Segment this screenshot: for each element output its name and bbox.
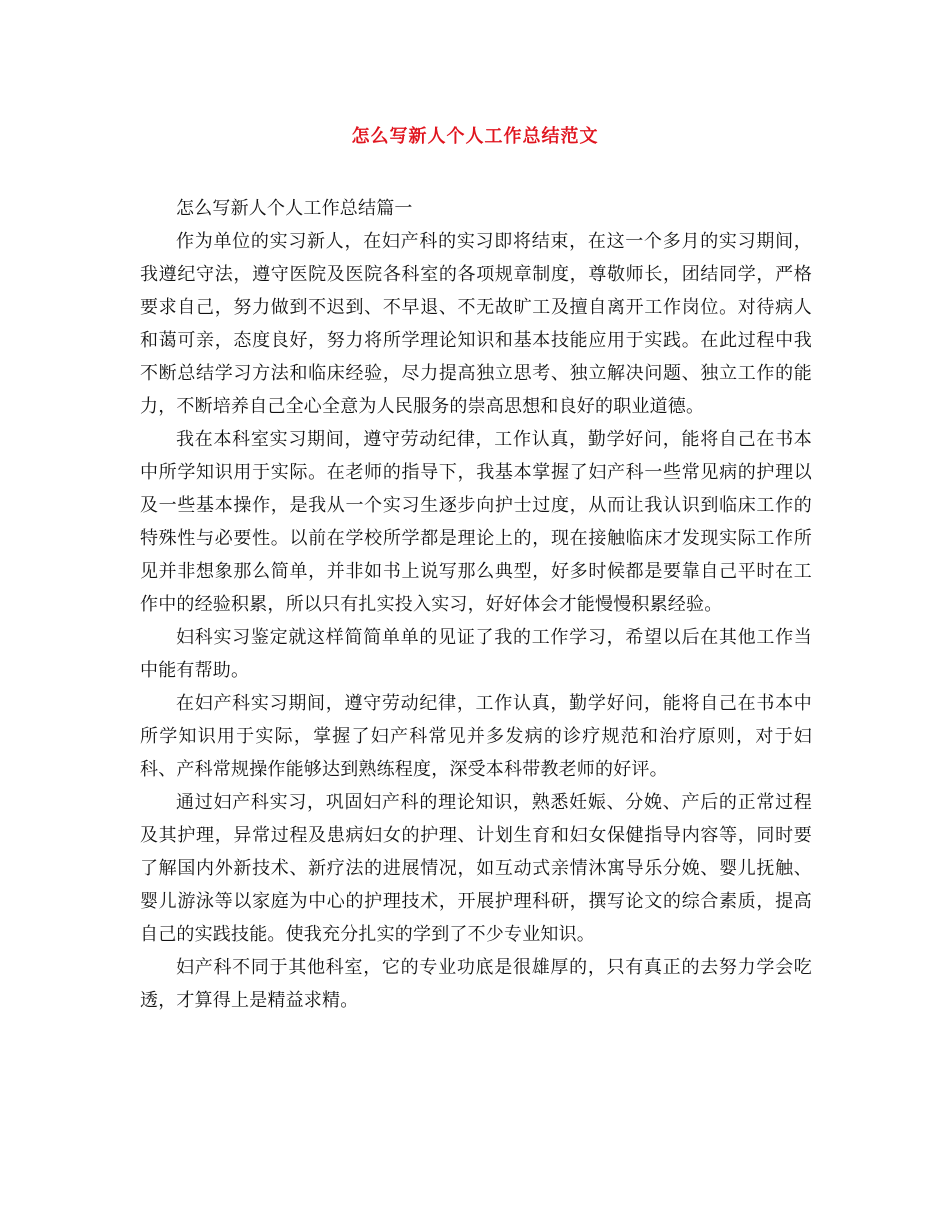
paragraph-4: 在妇产科实习期间，遵守劳动纪律，工作认真，勤学好问，能将自己在书本中所学知识用于实际，掌握了妇产科常见并多发病的诊疗规范和治疗原则，对于妇科、产科常规操作能够达到熟练程度，深受本科带教老师的好评。: [140, 693, 812, 780]
paragraph-2: 我在本科室实习期间，遵守劳动纪律，工作认真，勤学好问，能将自己在书本中所学知识用于实际。在老师的指导下，我基本掌握了妇产科一些常见病的护理以及一些基本操作，是我从一个实习生逐步向护士过度，从而让我认识到临床工作的特殊性与必要性。以前在学校所学都是理论上的，现在接触临床才发现实际工作所见并非想象那么简单，并非如书上说写那么典型，好多时候都是要靠自己平时在工作中的经验积累，所以只有扎实投入实习，好好体会才能慢慢积累经验。: [140, 429, 812, 615]
paragraph-6: 妇产科不同于其他科室，它的专业功底是很雄厚的，只有真正的去努力学会吃透，才算得上是精益求精。: [140, 957, 812, 1011]
paragraph-3: 妇科实习鉴定就这样简简单单的见证了我的工作学习，希望以后在其他工作当中能有帮助。: [140, 627, 812, 681]
section-heading: 怎么写新人个人工作总结篇一: [176, 198, 413, 219]
paragraph-5: 通过妇产科实习，巩固妇产科的理论知识，熟悉妊娠、分娩、产后的正常过程及其护理，异常过程及患病妇女的护理、计划生育和妇女保健指导内容等，同时要了解国内外新技术、新疗法的进展情况，如互动式亲情沐寓导乐分娩、婴儿抚触、婴儿游泳等以家庭为中心的护理技术，开展护理科研，撰写论文的综合素质，提高自己的实践技能。使我充分扎实的学到了不少专业知识。: [140, 792, 812, 945]
paragraph-1: 作为单位的实习新人，在妇产科的实习即将结束，在这一个多月的实习期间，我遵纪守法，遵守医院及医院各科室的各项规章制度，尊敬师长，团结同学，严格要求自己，努力做到不迟到、不早退、不无故旷工及擅自离开工作岗位。对待病人和蔼可亲，态度良好，努力将所学理论知识和基本技能应用于实践。在此过程中我不断总结学习方法和临床经验，尽力提高独立思考、独立解决问题、独立工作的能力，不断培养自己全心全意为人民服务的崇高思想和良好的职业道德。: [140, 231, 812, 417]
document-body: [140, 192, 812, 1017]
document-title: 怎么写新人个人工作总结范文: [351, 126, 599, 147]
